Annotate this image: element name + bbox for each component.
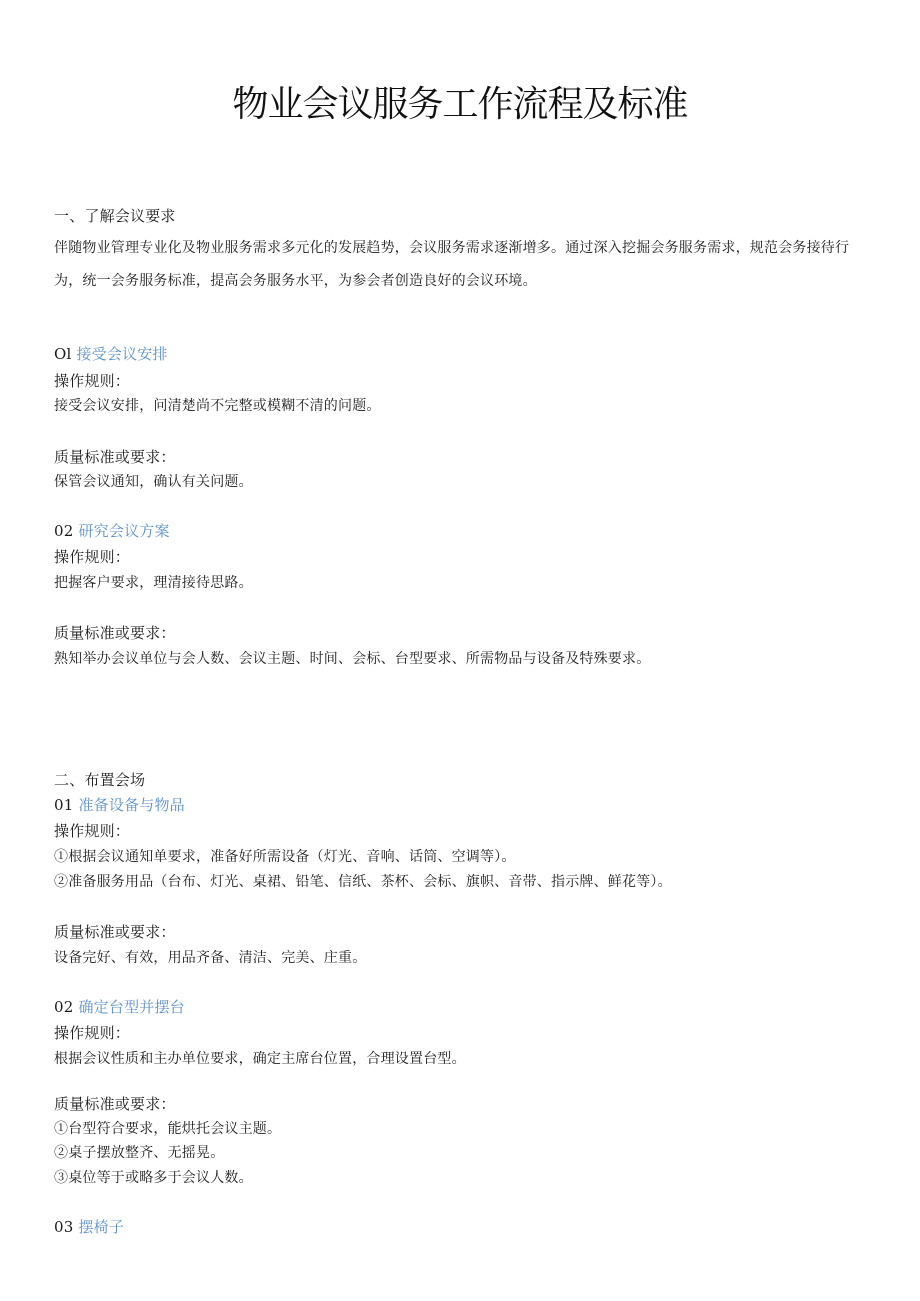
standard-text: 保管会议通知，确认有关问题。 xyxy=(54,474,253,490)
item-number: Ol xyxy=(54,345,72,363)
rule-label: 操作规则： xyxy=(54,822,131,840)
standard-text: ①台型符合要求，能烘托会议主题。 xyxy=(54,1121,282,1137)
standard-text: 设备完好、有效，用品齐备、清洁、完美、庄重。 xyxy=(54,950,367,966)
item-heading xyxy=(54,1217,124,1237)
rule-label: 操作规则： xyxy=(54,372,131,390)
item-number: 03 xyxy=(54,1218,74,1236)
item-number: 02 xyxy=(54,522,74,540)
standard-text: 熟知举办会议单位与会人数、会议主题、时间、会标、台型要求、所需物品与设备及特殊要求。 xyxy=(54,651,651,667)
item-number: 02 xyxy=(54,998,74,1016)
item-number: 01 xyxy=(54,796,74,814)
item-name: 摆椅子 xyxy=(78,1218,125,1236)
item-name: 准备设备与物品 xyxy=(78,796,185,814)
item-heading xyxy=(54,521,170,541)
section-heading-1: 一、了解会议要求 xyxy=(54,207,176,225)
rule-text: 接受会议安排，问清楚尚不完整或模糊不清的问题。 xyxy=(54,398,381,414)
rule-text: 根据会议性质和主办单位要求，确定主席台位置，合理设置台型。 xyxy=(54,1051,466,1067)
document-title: 物业会议服务工作流程及标准 xyxy=(232,84,688,125)
standard-text: ②桌子摆放整齐、无摇晃。 xyxy=(54,1145,225,1161)
section-heading-2: 二、布置会场 xyxy=(54,771,146,789)
rule-label: 操作规则： xyxy=(54,1024,131,1042)
item-name: 接受会议安排 xyxy=(76,345,168,363)
standard-label: 质量标准或要求： xyxy=(54,624,176,642)
standard-text: ③桌位等于或略多于会议人数。 xyxy=(54,1170,253,1186)
item-heading xyxy=(54,795,185,815)
rule-text: 把握客户要求，理清接待思路。 xyxy=(54,575,253,591)
rule-text: ②准备服务用品（台布、灯光、桌裙、铅笔、信纸、茶杯、会标、旗帜、音带、指示牌、鲜花等）。 xyxy=(54,874,672,890)
standard-label: 质量标准或要求： xyxy=(54,1095,176,1113)
rule-text: ①根据会议通知单要求，准备好所需设备（灯光、音响、话筒、空调等）。 xyxy=(54,849,516,865)
item-name: 研究会议方案 xyxy=(78,522,170,540)
item-name: 确定台型并摆台 xyxy=(78,998,185,1016)
standard-label: 质量标准或要求： xyxy=(54,923,176,941)
item-heading xyxy=(54,997,185,1017)
item-heading xyxy=(54,344,168,364)
rule-label: 操作规则： xyxy=(54,548,131,566)
section-intro: 伴随物业管理专业化及物业服务需求多元化的发展趋势，会议服务需求逐渐增多。通过深入挖掘会务服务需求，规范会务接待行为，统一会务服务标准，提高会务服务水平，为参会者创造良好的会议环境。 xyxy=(54,240,850,289)
standard-label: 质量标准或要求： xyxy=(54,448,176,466)
